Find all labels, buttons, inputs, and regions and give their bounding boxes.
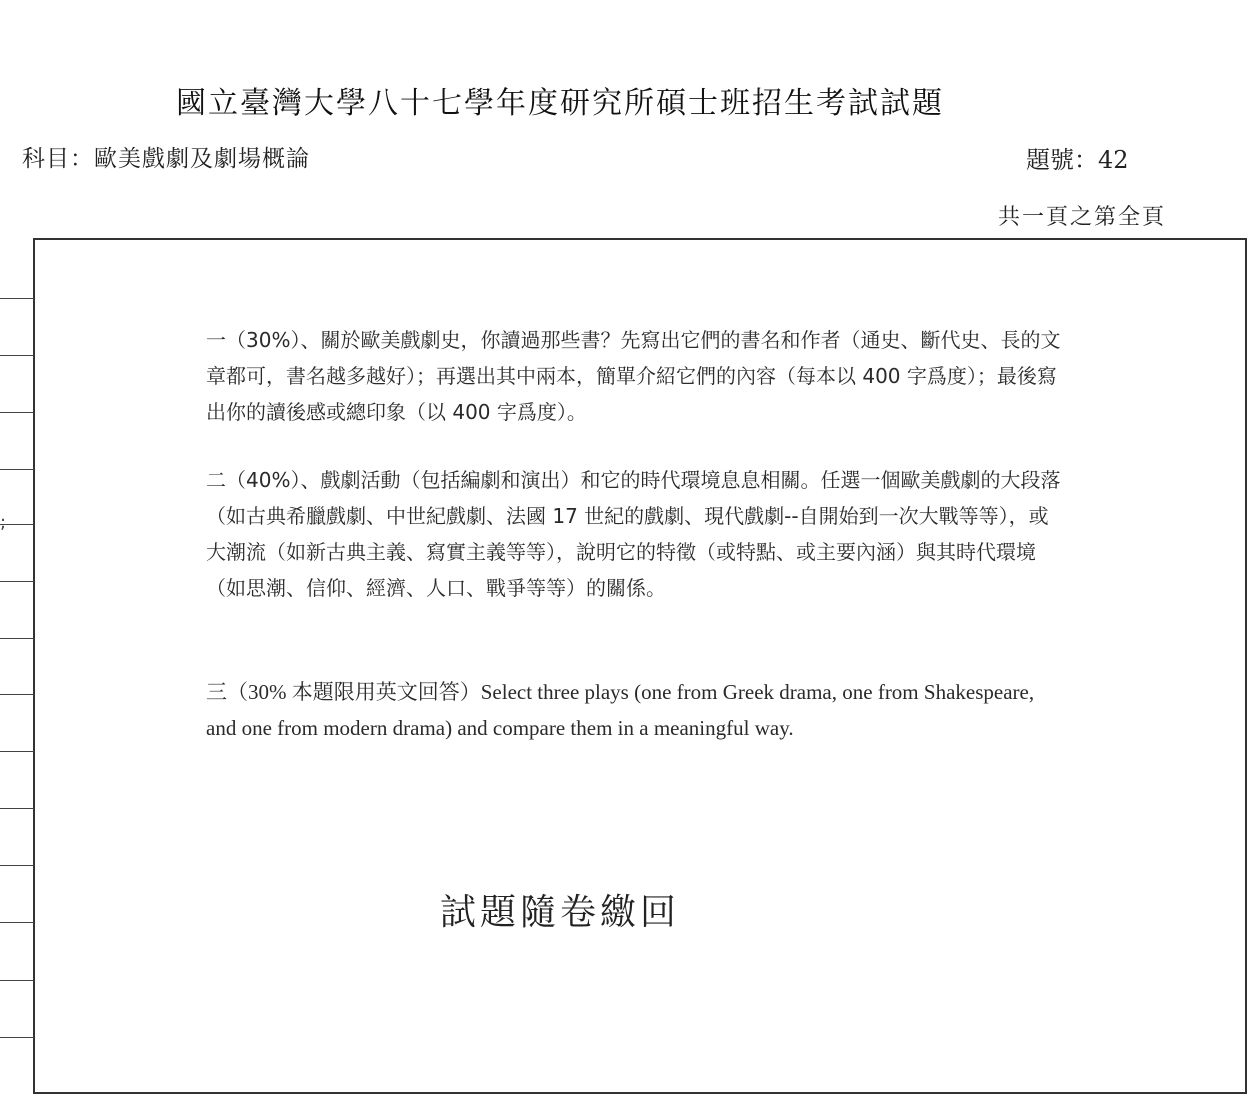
margin-tick (0, 638, 34, 639)
margin-tick (0, 298, 34, 299)
margin-tick (0, 751, 34, 752)
margin-tick (0, 581, 34, 582)
return-notice: 試題隨卷繳回 (440, 892, 681, 933)
margin-tick (0, 922, 34, 923)
exam-subject: 科目：歐美戲劇及劇場概論 (22, 146, 310, 172)
margin-tick (0, 469, 34, 470)
question-1: 一（30%）、關於歐美戲劇史，你讀過那些書？先寫出它們的書名和作者（通史、斷代史、長的文章都可，書名越多越好）；再選出其中兩本，簡單介紹它們的內容（每本以 400 字爲度）；最後寫出你的讀後感或總印象（以 400 字爲度）。 (206, 328, 1061, 424)
question-3: 三（30% 本題限用英文回答）Select three plays (one from Greek drama, one from Shakespeare, and one from modern drama) and compare them in a meaningful way. (206, 680, 1035, 740)
exam-title: 國立臺灣大學八十七學年度研究所碩士班招生考試試題 (176, 86, 944, 121)
margin-tick (0, 980, 34, 981)
margin-tick (0, 1037, 34, 1038)
margin-tick (0, 412, 34, 413)
margin-mark: ; (0, 512, 7, 533)
margin-tick (0, 808, 34, 809)
margin-tick (0, 355, 34, 356)
question-2: 二（40%）、戲劇活動（包括編劇和演出）和它的時代環境息息相關。任選一個歐美戲劇的大段落（如古典希臘戲劇、中世紀戲劇、法國 17 世紀的戲劇、現代戲劇--自開始到一次大戰等等），或大潮流（如新古典主義、寫實主義等等），說明它的特徵（或特點、或主要內涵）與其時代環境（如思潮、信仰、經濟、人口、戰爭等等）的關係。 (206, 468, 1061, 600)
margin-tick (0, 865, 34, 866)
margin-tick (0, 694, 34, 695)
page-info: 共一頁之第全頁 (998, 205, 1167, 230)
question-number: 題號：42 (1026, 146, 1129, 174)
